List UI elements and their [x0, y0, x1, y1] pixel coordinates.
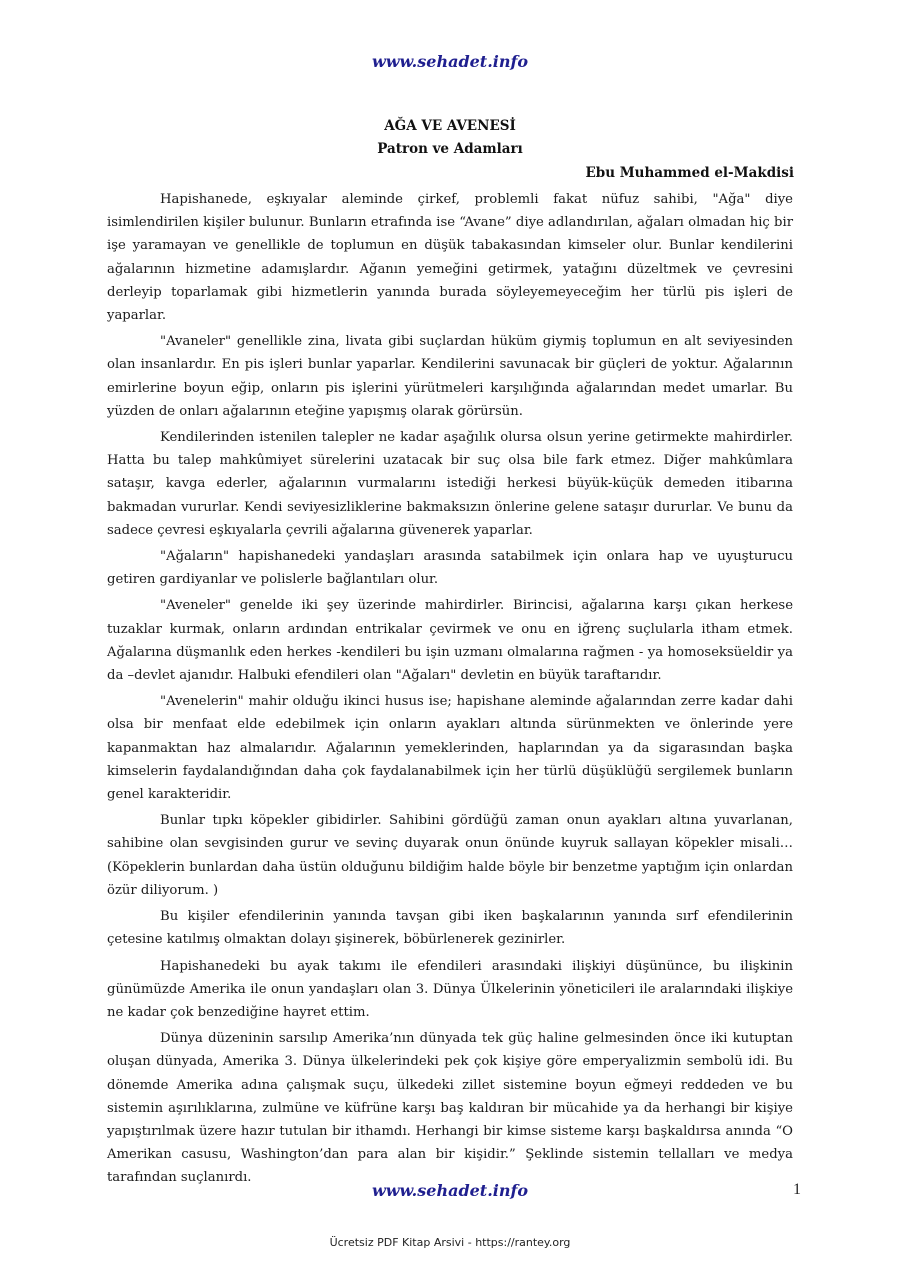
- article-body: [107, 188, 793, 1193]
- paragraph: Dünya düzeninin sarsılıp Amerika’nın dünyada tek güç haline gelmesinden önce iki kutuptan oluşan dünyada, Amerika 3. Dünya ülkelerindeki pek çok kişiye göre emperyalizmin sembolü idi. Bu dönemde Amerika adına çalışmak suçu, ülkedeki zillet sistemine boyun eğmeyi reddeden ve bu sistemin aşırılıklarına, zulmüne ve küfrüne karşı baş kaldıran bir mücahide ya da herhangi bir kişiye yapıştırılmak üzere hazır tutulan bir ithamdı. Herhangi bir kimse sisteme karşı başkaldırsa anında “O Amerikan casusu, Washington’dan para alan bir kişidir.” Şeklinde sistemin tellalları ve medya tarafından suçlanırdı.: [107, 1031, 793, 1186]
- page-number: 1: [793, 1181, 801, 1198]
- paragraph: "Avenelerin" mahir olduğu ikinci husus ise; hapishane aleminde ağalarından zerre kadar dahi olsa bir menfaat elde edebilmek için onların ayakları altında sürünmekten ve önlerinde yere kapanmaktan haz almalarıdır. Ağalarının yemeklerinden, haplarından ya da sigarasından başka kimselerin faydalandığından daha çok faydalanabilmek için her türlü düşüklüğü sergilemek bunların genel karakteridir.: [107, 694, 793, 803]
- footer-site-link[interactable]: www.sehadet.info: [371, 1181, 529, 1200]
- source-note: Ücretsiz PDF Kitap Arsivi - https://rantey.org: [329, 1236, 571, 1249]
- paragraph: Hapishanede, eşkıyalar aleminde çirkef, problemli fakat nüfuz sahibi, "Ağa" diye isimlendirilen kişiler bulunur. Bunların etrafında ise “Avane” diye adlandırılan, ağaları olmadan hiç bir işe yaramayan ve genellikle de toplumun en düşük tabakasından kimseler olur. Bunlar kendilerini ağalarının hizmetine adamışlardır. Ağanın yemeğini getirmek, yatağını düzeltmek ve çevresini derleyip toparlamak gibi hizmetlerin yanında burada söyleyemeyeceğim her türlü pis işleri de yaparlar.: [107, 192, 793, 324]
- paragraph: "Avaneler" genellikle zina, livata gibi suçlardan hüküm giymiş toplumun en alt seviyesinden olan insanlardır. En pis işleri bunlar yaparlar. Kendilerini savunacak bir güçleri de yoktur. Ağalarının emirlerine boyun eğip, onların pis işlerini yürütmeleri karşılığında ağalarından medet umarlar. Bu yüzden de onları ağalarının eteğine yapışmış olarak görürsün.: [107, 334, 793, 419]
- paragraph: Bunlar tıpkı köpekler gibidirler. Sahibini gördüğü zaman onun ayakları altına yuvarlanan, sahibine olan sevgisinden gurur ve sevinç duyarak onun önünde kuyruk sallayan köpekler misali… (Köpeklerin bunlardan daha üstün olduğunu bildiğim halde böyle bir benzetme yaptığım için onlardan özür diliyorum. ): [107, 813, 793, 898]
- header-site-link[interactable]: www.sehadet.info: [371, 52, 529, 71]
- article-subtitle: Patron ve Adamları: [377, 141, 523, 157]
- paragraph: Hapishanedeki bu ayak takımı ile efendileri arasındaki ilişkiyi düşününce, bu ilişkinin günümüzde Amerika ile onun yandaşları olan 3. Dünya Ülkelerinin yöneticileri ile aralarındaki ilişkiye ne kadar çok benzediğine hayret ettim.: [107, 958, 793, 1020]
- paragraph: "Ağaların" hapishanedeki yandaşları arasında satabilmek için onlara hap ve uyuşturucu getiren gardiyanlar ve polislerle bağlantıları olur.: [107, 549, 793, 588]
- article-title: AĞA VE AVENESİ: [384, 118, 516, 134]
- paragraph: Kendilerinden istenilen talepler ne kadar aşağılık olursa olsun yerine getirmekte mahirdirler. Hatta bu talep mahkûmiyet sürelerini uzatacak bir suç olsa bile fark etmez. Diğer mahkûmlara sataşır, kavga ederler, ağalarının vurmalarını istediği herkesi büyük-küçük demeden itibarına bakmadan vururlar. Kendi seviyesizliklerine bakmaksızın önlerine gelene sataşır dururlar. Ve bunu da sadece çevresi eşkıyalarla çevrili ağalarına güvenerek yaparlar.: [107, 430, 793, 538]
- paragraph: Bu kişiler efendilerinin yanında tavşan gibi iken başkalarının yanında sırf efendilerinin çetesine katılmış olmaktan dolayı şişinerek, böbürlenerek gezinirler.: [107, 909, 793, 948]
- paragraph: "Aveneler" genelde iki şey üzerinde mahirdirler. Birincisi, ağalarına karşı çıkan herkese tuzaklar kurmak, onların ardından entrikalar çevirmek ve onu en iğrenç suçlularla itham etmek. Ağalarına düşmanlık eden herkes -kendileri bu işin uzmanı olmalarına rağmen - ya homoseksüeldir ya da –devlet ajanıdır. Halbuki efendileri olan "Ağaları" devletin en büyük taraftarıdır.: [107, 598, 793, 684]
- article-author: Ebu Muhammed el-Makdisi: [585, 165, 794, 181]
